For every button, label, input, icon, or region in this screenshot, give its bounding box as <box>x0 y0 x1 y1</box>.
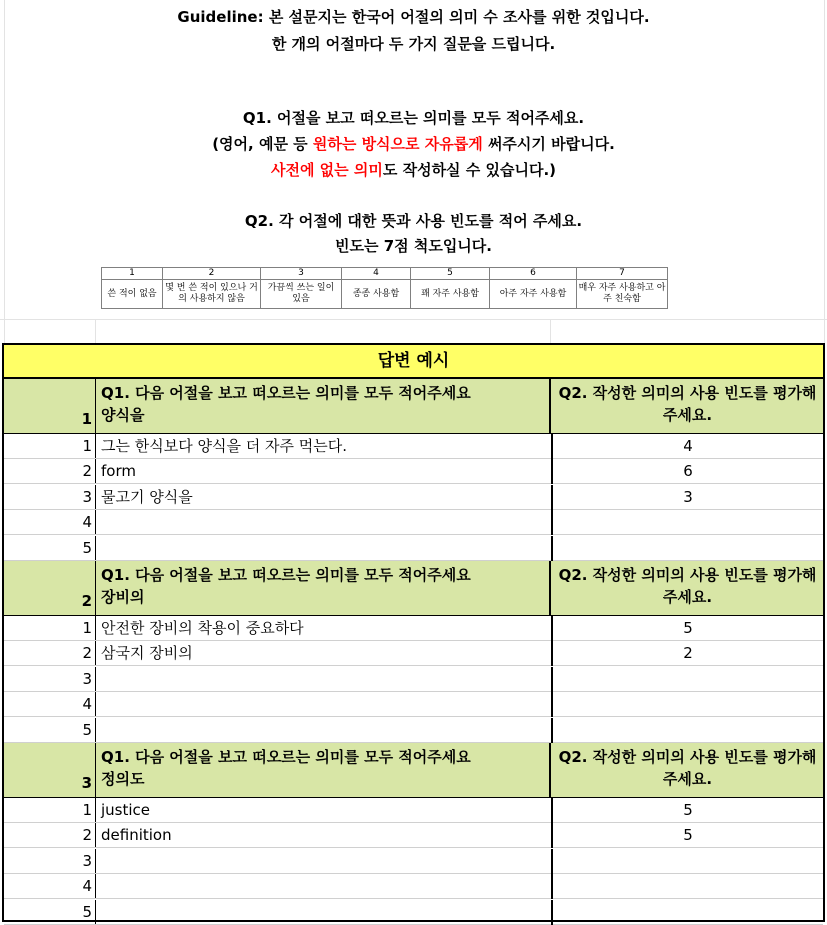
answer-frequency-cell[interactable] <box>553 667 823 691</box>
answer-frequency-cell[interactable] <box>553 692 823 716</box>
example-answer-table <box>2 343 825 922</box>
scale-label: 매우 자주 사용하고 아주 친숙함 <box>577 280 668 309</box>
answer-meaning-cell[interactable] <box>101 692 551 716</box>
answer-meaning-cell[interactable]: form <box>101 462 136 481</box>
answer-row-number: 2 <box>4 641 96 665</box>
answer-frequency-cell[interactable]: 4 <box>683 437 693 455</box>
answer-row-number: 5 <box>4 718 96 742</box>
answer-row <box>4 434 823 459</box>
answer-row-number: 4 <box>4 692 96 716</box>
answer-row <box>4 718 823 743</box>
answer-meaning-cell[interactable]: 안전한 장비의 착용이 중요하다 <box>101 619 304 637</box>
answer-row-number: 2 <box>4 823 96 847</box>
section-index: 1 <box>4 379 96 433</box>
answer-meaning-cell[interactable]: 삼국지 장비의 <box>101 644 193 663</box>
guideline-line-1: Guideline: 본 설문지는 한국어 어절의 의미 수 조사를 위한 것입니다. <box>177 8 650 26</box>
scale-label: 가끔씩 쓰는 일이 있음 <box>261 280 342 309</box>
answer-meaning-cell[interactable]: 물고기 양식을 <box>101 487 193 506</box>
section-q1-cell <box>97 743 551 797</box>
answer-row <box>4 510 823 535</box>
answer-row <box>4 692 823 717</box>
scale-label: 쓴 적이 없음 <box>102 280 163 309</box>
answer-frequency-cell[interactable] <box>553 718 823 742</box>
scale-number: 2 <box>163 268 261 280</box>
answer-row-number: 1 <box>4 616 96 640</box>
answer-row <box>4 667 823 692</box>
answer-frequency-cell[interactable] <box>553 536 823 560</box>
q1-note-2: 사전에 없는 의미도 작성하실 수 있습니다.) <box>270 161 556 179</box>
answer-row <box>4 459 823 484</box>
answer-frequency-cell[interactable] <box>553 900 823 924</box>
scale-number: 1 <box>102 268 163 280</box>
answer-meaning-cell[interactable] <box>101 849 551 873</box>
answer-frequency-cell[interactable]: 5 <box>683 826 693 845</box>
answer-frequency-cell[interactable]: 6 <box>683 462 693 481</box>
section-q1-cell <box>97 379 551 433</box>
answer-meaning-cell[interactable] <box>101 510 551 534</box>
answer-frequency-cell[interactable] <box>553 510 823 534</box>
answer-frequency-cell[interactable]: 2 <box>683 644 693 663</box>
answer-meaning-cell[interactable] <box>101 536 551 560</box>
answer-row-number: 4 <box>4 510 96 534</box>
answer-row-number: 4 <box>4 874 96 898</box>
scale-label: 몇 번 쓴 적이 있으나 거의 사용하지 않음 <box>163 280 261 309</box>
answer-meaning-cell[interactable] <box>101 667 551 691</box>
answer-row <box>4 616 823 641</box>
q1-note: (영어, 예문 등 원하는 방식으로 자유롭게 써주시기 바랍니다. <box>212 135 615 153</box>
answer-meaning-cell[interactable] <box>101 718 551 742</box>
answer-row-number: 1 <box>4 434 96 458</box>
scale-number: 5 <box>411 268 490 280</box>
scale-label: 종종 사용함 <box>342 280 411 309</box>
section-q1-prompt: Q1. 다음 어절을 보고 떠오르는 의미를 모두 적어주세요 <box>101 748 471 766</box>
answer-row <box>4 823 823 848</box>
answer-row-number: 1 <box>4 798 96 822</box>
answer-frequency-cell[interactable]: 5 <box>683 801 693 819</box>
scale-label: 아주 자주 사용함 <box>490 280 577 309</box>
question-section-header <box>4 743 823 798</box>
question-section-header <box>4 561 823 616</box>
answer-meaning-cell[interactable] <box>101 874 551 898</box>
answer-frequency-cell[interactable] <box>553 874 823 898</box>
q2-scale-note: 빈도는 7점 척도입니다. <box>335 237 492 255</box>
q2-instruction: Q2. 각 어절에 대한 뜻과 사용 빈도를 적어 주세요. <box>244 212 583 230</box>
frequency-scale-table <box>101 267 668 309</box>
scale-number: 3 <box>261 268 342 280</box>
answer-frequency-cell[interactable] <box>553 849 823 873</box>
q1-note-2-highlight: 사전에 없는 의미 <box>270 161 383 179</box>
answer-row <box>4 900 823 925</box>
guideline-line-2: 한 개의 어절마다 두 가지 질문을 드립니다. <box>271 35 556 53</box>
answer-row-number: 5 <box>4 536 96 560</box>
answer-frequency-cell[interactable]: 3 <box>683 487 693 506</box>
answer-row-number: 2 <box>4 459 96 483</box>
answer-row <box>4 798 823 823</box>
answer-meaning-cell[interactable]: justice <box>101 801 151 819</box>
section-q2-prompt: Q2. 작성한 의미의 사용 빈도를 평가해 주세요. <box>558 566 817 606</box>
answer-row-number: 3 <box>4 849 96 873</box>
q1-instruction: Q1. 어절을 보고 떠오르는 의미를 모두 적어주세요. <box>242 109 585 127</box>
answer-row-number: 3 <box>4 485 96 509</box>
answer-row <box>4 485 823 510</box>
example-title: 답변 예시 <box>4 345 823 379</box>
answer-row <box>4 849 823 874</box>
scale-number: 7 <box>577 268 668 280</box>
answer-row <box>4 641 823 666</box>
section-index: 3 <box>4 743 96 797</box>
scale-label: 꽤 자주 사용함 <box>411 280 490 309</box>
answer-meaning-cell[interactable]: definition <box>101 826 172 845</box>
answer-row-number: 3 <box>4 667 96 691</box>
scale-number: 4 <box>342 268 411 280</box>
answer-meaning-cell[interactable]: 그는 한식보다 양식을 더 자주 먹는다. <box>101 437 347 455</box>
section-q1-prompt: Q1. 다음 어절을 보고 떠오르는 의미를 모두 적어주세요 <box>101 566 471 584</box>
section-index: 2 <box>4 561 96 615</box>
q1-note-highlight: 원하는 방식으로 자유롭게 <box>312 135 483 153</box>
section-q1-cell <box>97 561 551 615</box>
answer-row <box>4 874 823 899</box>
answer-row-number: 5 <box>4 900 96 924</box>
section-target-word: 양식을 <box>101 406 145 424</box>
section-target-word: 장비의 <box>101 588 145 606</box>
answer-meaning-cell[interactable] <box>101 900 551 924</box>
scale-number: 6 <box>490 268 577 280</box>
section-q2-prompt: Q2. 작성한 의미의 사용 빈도를 평가해 주세요. <box>558 748 817 788</box>
question-section-header <box>4 379 823 434</box>
section-q2-prompt: Q2. 작성한 의미의 사용 빈도를 평가해 주세요. <box>558 384 817 424</box>
section-target-word: 정의도 <box>101 770 145 788</box>
answer-row <box>4 536 823 561</box>
section-q1-prompt: Q1. 다음 어절을 보고 떠오르는 의미를 모두 적어주세요 <box>101 384 471 402</box>
answer-frequency-cell[interactable]: 5 <box>683 619 693 637</box>
